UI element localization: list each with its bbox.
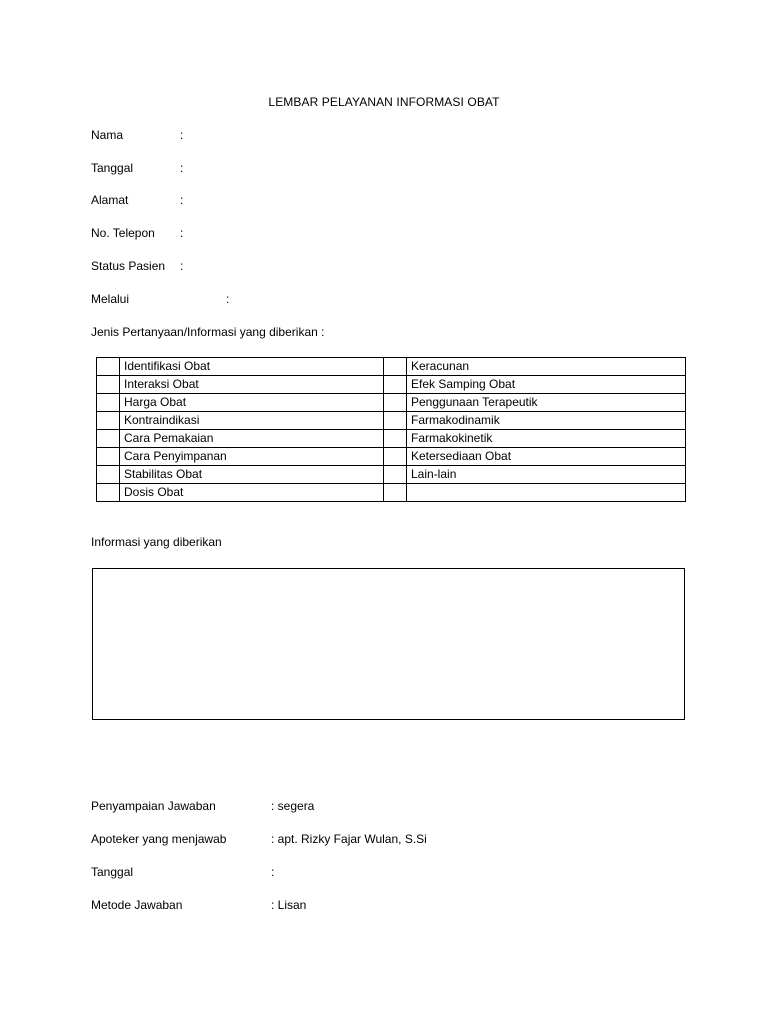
table-row bbox=[97, 394, 686, 412]
option-label: Penggunaan Terapeutik bbox=[407, 394, 686, 412]
answer-date bbox=[91, 864, 275, 880]
field-colon: : bbox=[226, 292, 230, 306]
option-label: Farmakokinetik bbox=[407, 430, 686, 448]
option-label: Dosis Obat bbox=[120, 484, 384, 502]
checkbox-cell[interactable] bbox=[97, 394, 120, 412]
table-row bbox=[97, 358, 686, 376]
option-label: Lain-lain bbox=[407, 466, 686, 484]
question-type-table bbox=[96, 357, 686, 502]
option-label: Cara Pemakaian bbox=[120, 430, 384, 448]
table-row bbox=[97, 484, 686, 502]
answer-label: Penyampaian Jawaban bbox=[91, 799, 216, 813]
table-row bbox=[97, 412, 686, 430]
checkbox-cell[interactable] bbox=[384, 358, 407, 376]
checkbox-cell[interactable] bbox=[97, 358, 120, 376]
answer-value: : bbox=[271, 865, 275, 879]
table-row bbox=[97, 448, 686, 466]
field-colon: : bbox=[180, 161, 184, 175]
checkbox-cell[interactable] bbox=[384, 448, 407, 466]
option-label: Ketersediaan Obat bbox=[407, 448, 686, 466]
field-colon: : bbox=[180, 128, 184, 142]
question-type-label: Jenis Pertanyaan/Informasi yang diberikan : bbox=[91, 325, 325, 339]
checkbox-cell[interactable] bbox=[384, 376, 407, 394]
option-label: Kontraindikasi bbox=[120, 412, 384, 430]
checkbox-cell[interactable] bbox=[97, 466, 120, 484]
checkbox-cell[interactable] bbox=[97, 376, 120, 394]
field-colon: : bbox=[180, 193, 184, 207]
answer-delivery bbox=[91, 798, 315, 814]
answering-pharmacist bbox=[91, 831, 427, 847]
checkbox-cell[interactable] bbox=[97, 430, 120, 448]
checkbox-cell[interactable] bbox=[384, 484, 407, 502]
info-given-label: Informasi yang diberikan bbox=[91, 535, 222, 549]
option-label: Farmakodinamik bbox=[407, 412, 686, 430]
answer-value: : apt. Rizky Fajar Wulan, S.Si bbox=[271, 832, 427, 846]
answer-value: : Lisan bbox=[271, 898, 307, 912]
option-label: Identifikasi Obat bbox=[120, 358, 384, 376]
checkbox-cell[interactable] bbox=[384, 466, 407, 484]
field-label: Nama bbox=[91, 128, 124, 142]
checkbox-cell[interactable] bbox=[384, 394, 407, 412]
info-given-textarea[interactable] bbox=[92, 568, 685, 720]
option-label: Cara Penyimpanan bbox=[120, 448, 384, 466]
checkbox-cell[interactable] bbox=[384, 412, 407, 430]
form-title: LEMBAR PELAYANAN INFORMASI OBAT bbox=[268, 95, 500, 109]
table-row bbox=[97, 466, 686, 484]
field-label: Tanggal bbox=[91, 161, 134, 175]
option-label: Keracunan bbox=[407, 358, 686, 376]
answer-label: Apoteker yang menjawab bbox=[91, 832, 227, 846]
field-label: Alamat bbox=[91, 193, 129, 207]
option-label: Stabilitas Obat bbox=[120, 466, 384, 484]
option-label: Efek Samping Obat bbox=[407, 376, 686, 394]
field-label: Status Pasien bbox=[91, 259, 166, 273]
checkbox-cell[interactable] bbox=[97, 484, 120, 502]
answer-label: Tanggal bbox=[91, 865, 134, 879]
option-label bbox=[407, 484, 686, 502]
checkbox-cell[interactable] bbox=[97, 448, 120, 466]
checkbox-cell[interactable] bbox=[97, 412, 120, 430]
field-label: No. Telepon bbox=[91, 226, 155, 240]
table-row bbox=[97, 430, 686, 448]
option-label: Interaksi Obat bbox=[120, 376, 384, 394]
answer-value: : segera bbox=[271, 799, 315, 813]
option-label: Harga Obat bbox=[120, 394, 384, 412]
table-row bbox=[97, 376, 686, 394]
answer-method bbox=[91, 897, 307, 913]
checkbox-cell[interactable] bbox=[384, 430, 407, 448]
field-colon: : bbox=[180, 226, 184, 240]
field-colon: : bbox=[180, 259, 184, 273]
field-label: Melalui bbox=[91, 292, 130, 306]
answer-label: Metode Jawaban bbox=[91, 898, 183, 912]
